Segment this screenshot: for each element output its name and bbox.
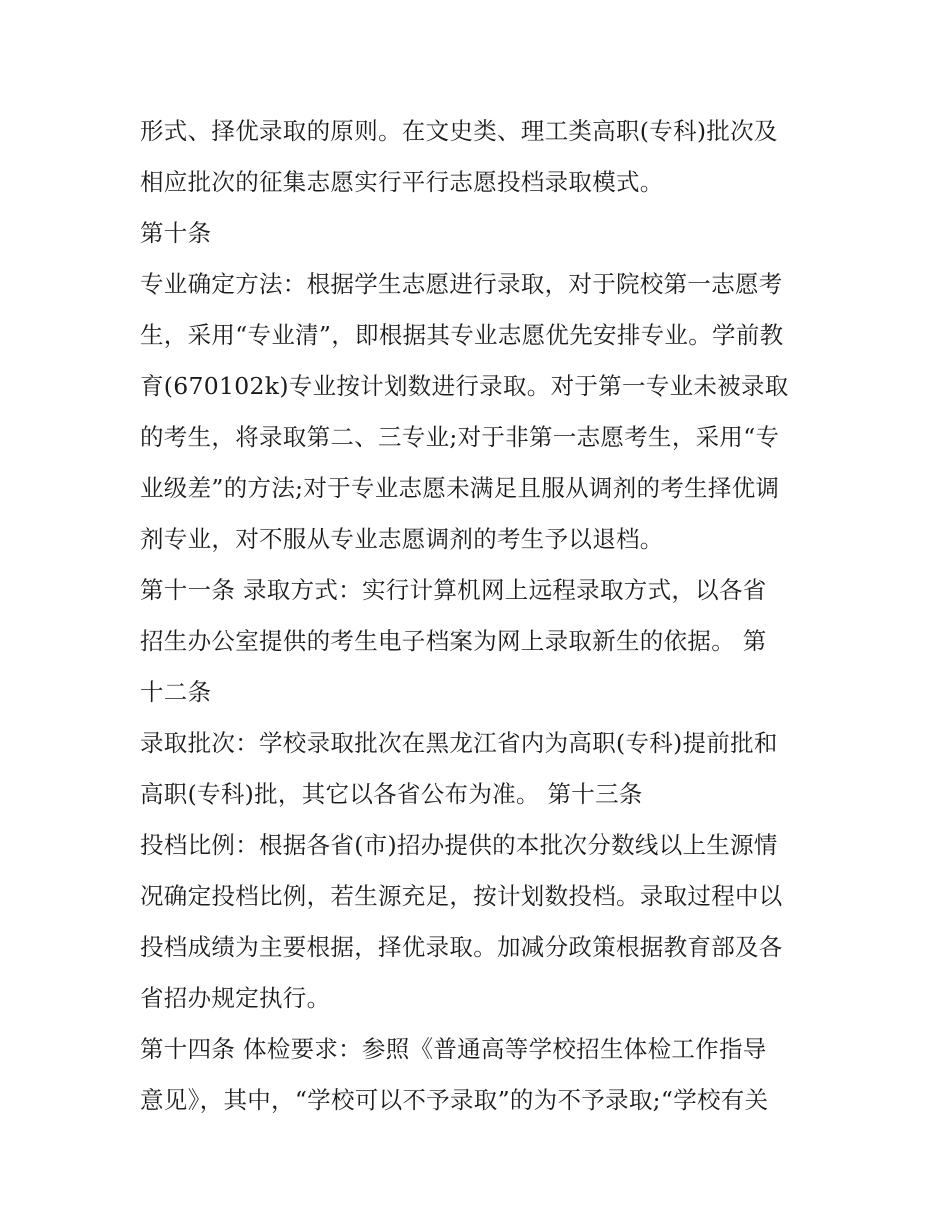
text-line: 十二条 (140, 678, 212, 706)
text-line: 招生办公室提供的考生电子档案为网上录取新生的依据。 第 (140, 627, 767, 655)
text-line: 相应批次的征集志愿实行平行志愿投档录取模式。 (140, 168, 664, 196)
text-line: 况确定投档比例，若生源充足，按计划数投档。录取过程中以 (140, 882, 783, 910)
text-line: 投档比例：根据各省(市)招办提供的本批次分数线以上生源情 (140, 831, 778, 859)
text-line: 形式、择优录取的原则。在文史类、理工类高职(专科)批次及 (140, 117, 778, 145)
document-body (140, 106, 820, 1126)
text-line: 录取批次：学校录取批次在黑龙江省内为高职(专科)提前批和 (140, 729, 778, 757)
text-line: 育(670102k)专业按计划数进行录取。对于第一专业未被录取 (140, 372, 789, 400)
article-heading: 第十条 (140, 219, 212, 247)
text-line: 专业确定方法：根据学生志愿进行录取，对于院校第一志愿考 (140, 270, 783, 298)
text-line: 高职(专科)批，其它以各省公布为准。 第十三条 (140, 780, 643, 808)
text-line: 生，采用“专业清”，即根据其专业志愿优先安排专业。学前教 (140, 321, 784, 349)
text-line: 投档成绩为主要根据，择优录取。加减分政策根据教育部及各 (140, 933, 783, 961)
text-line: 第十四条 体检要求：参照《普通高等学校招生体检工作指导 (140, 1035, 767, 1063)
text-line: 意见》，其中，“学校可以不予录取”的为不予录取;“学校有关 (140, 1086, 769, 1114)
text-line: 第十一条 录取方式：实行计算机网上远程录取方式，以各省 (140, 576, 767, 604)
text-line: 业级差”的方法;对于专业志愿未满足且服从调剂的考生择优调 (140, 474, 780, 502)
text-line: 省招办规定执行。 (140, 984, 331, 1012)
text-line: 剂专业，对不服从专业志愿调剂的考生予以退档。 (140, 525, 664, 553)
text-line: 的考生，将录取第二、三专业;对于非第一志愿考生，采用“专 (140, 423, 780, 451)
